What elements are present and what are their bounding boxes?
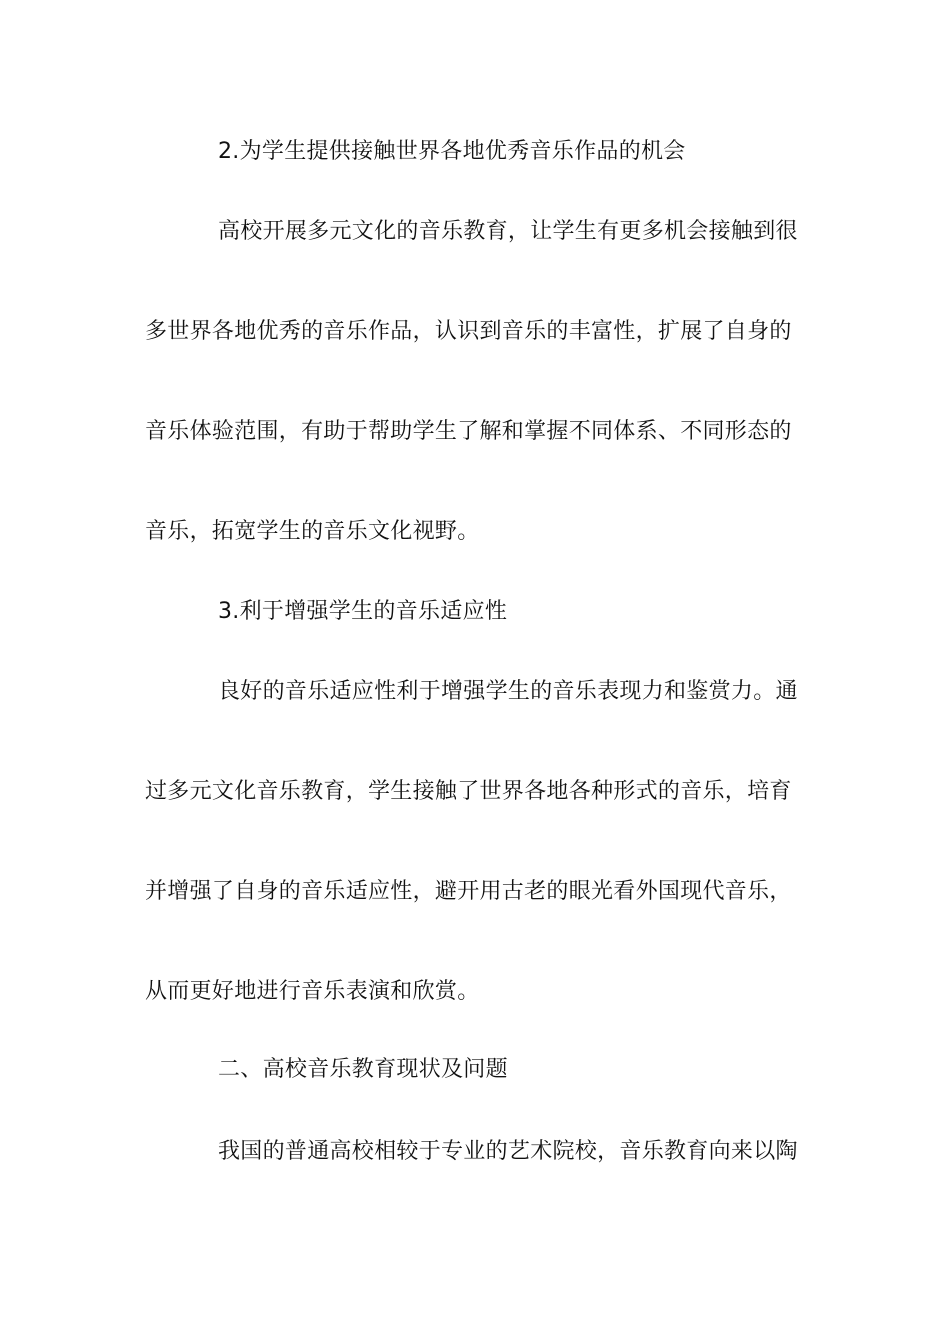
paragraph-line: 过多元文化音乐教育，学生接触了世界各地各种形式的音乐，培育 [145,779,792,804]
paragraph-line: 良好的音乐适应性利于增强学生的音乐表现力和鉴赏力。通 [218,679,798,704]
paragraph-line: 并增强了自身的音乐适应性，避开用古老的眼光看外国现代音乐， [145,879,792,904]
paragraph-line: 高校开展多元文化的音乐教育，让学生有更多机会接触到很 [218,219,798,244]
paragraph-line: 音乐体验范围，有助于帮助学生了解和掌握不同体系、不同形态的 [145,419,792,444]
section-heading-3: 3.利于增强学生的音乐适应性 [218,599,508,624]
paragraph-line: 从而更好地进行音乐表演和欣赏。 [145,979,480,1004]
paragraph-line: 音乐，拓宽学生的音乐文化视野。 [145,519,480,544]
chapter-heading: 二、高校音乐教育现状及问题 [218,1057,508,1082]
paragraph-line: 多世界各地优秀的音乐作品，认识到音乐的丰富性，扩展了自身的 [145,319,792,344]
paragraph-line: 我国的普通高校相较于专业的艺术院校，音乐教育向来以陶 [218,1139,798,1164]
section-heading-2: 2.为学生提供接触世界各地优秀音乐作品的机会 [218,139,686,164]
